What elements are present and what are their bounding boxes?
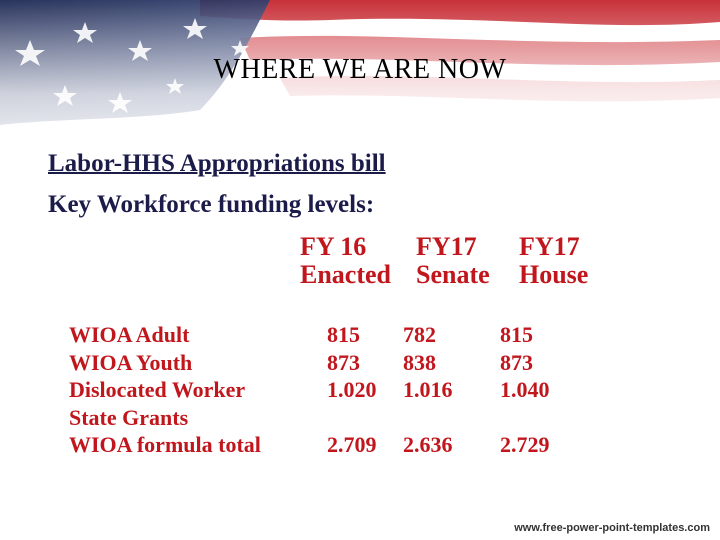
column-header-status: Senate bbox=[416, 259, 490, 289]
values-fy17-house bbox=[500, 321, 550, 459]
row-labels bbox=[69, 321, 261, 459]
row-label: WIOA Youth bbox=[69, 349, 193, 375]
table-cell: 838 bbox=[403, 349, 436, 375]
table-cell: 1.040 bbox=[500, 377, 550, 402]
table-cell: 1.016 bbox=[403, 377, 453, 402]
table-cell bbox=[500, 404, 550, 432]
column-header-year: FY17 bbox=[416, 232, 477, 261]
column-header-status: Enacted bbox=[300, 259, 391, 289]
slide-title: WHERE WE ARE NOW bbox=[213, 54, 507, 85]
values-fy17-senate bbox=[403, 321, 453, 459]
table-cell: 815 bbox=[500, 322, 533, 347]
table-cell: 815 bbox=[327, 322, 360, 347]
column-header-year: FY 16 bbox=[300, 232, 367, 261]
column-header-fy16 bbox=[300, 230, 391, 289]
table-cell: 2.729 bbox=[500, 432, 550, 457]
table-cell: 2.709 bbox=[327, 432, 377, 457]
column-header-fy17-senate bbox=[416, 230, 490, 289]
row-label: WIOA formula total bbox=[69, 432, 261, 457]
column-header-year: FY17 bbox=[519, 232, 580, 261]
column-header-fy17-house bbox=[519, 230, 589, 289]
footer-website: www.free-power-point-templates.com bbox=[514, 522, 710, 534]
table-cell: 782 bbox=[403, 322, 436, 347]
values-fy16-enacted bbox=[327, 321, 377, 459]
table-cell: 873 bbox=[500, 349, 533, 375]
table-cell bbox=[403, 404, 453, 432]
row-label: State Grants bbox=[69, 404, 189, 430]
subtitle-bill: Labor-HHS Appropriations bill bbox=[48, 150, 386, 177]
table-cell: 2.636 bbox=[403, 432, 453, 457]
table-cell bbox=[327, 404, 377, 432]
table-cell: 1.020 bbox=[327, 377, 377, 402]
row-label: Dislocated Worker bbox=[69, 377, 246, 402]
subtitle-funding: Key Workforce funding levels: bbox=[48, 191, 375, 218]
column-header-status: House bbox=[519, 259, 589, 289]
row-label: WIOA Adult bbox=[69, 322, 190, 347]
table-cell: 873 bbox=[327, 349, 360, 375]
